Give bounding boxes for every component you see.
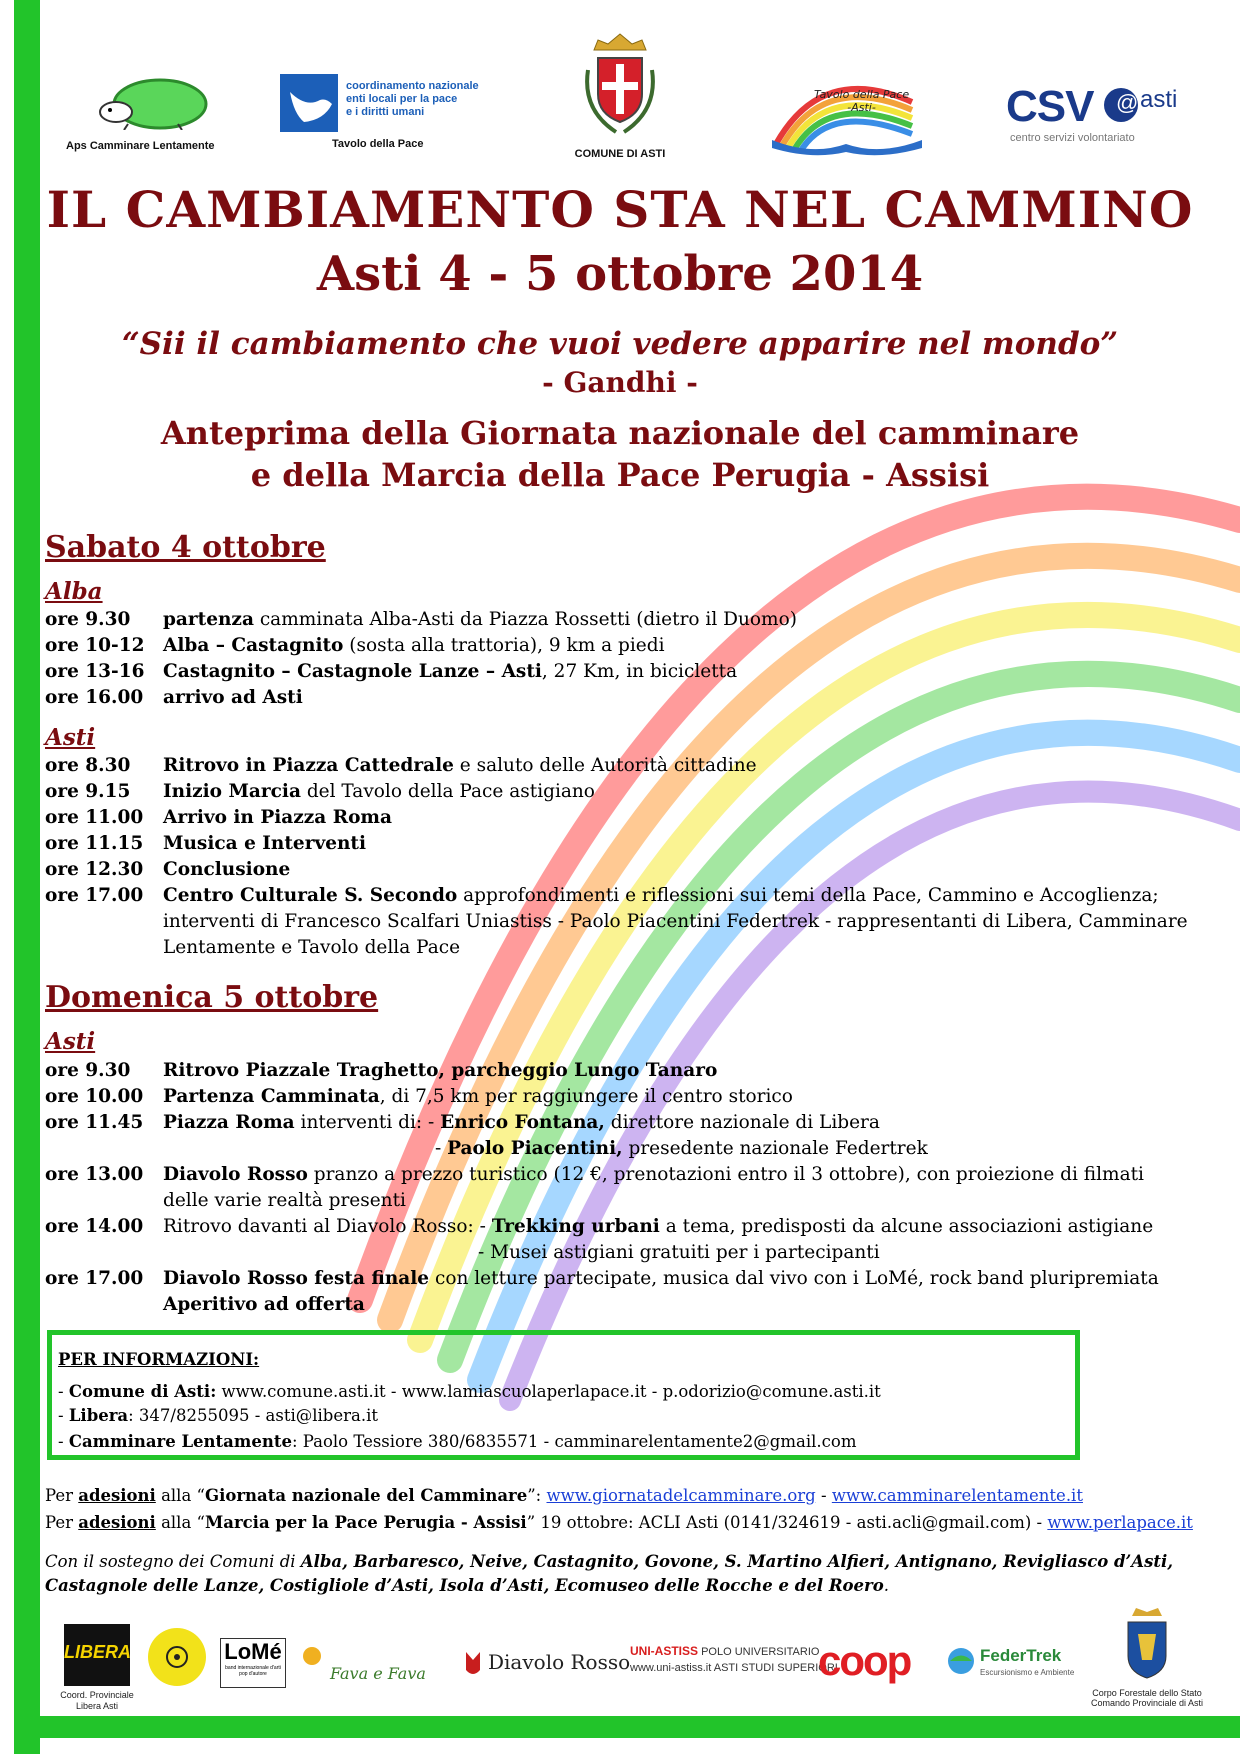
schedule-row: ore 10.00 Partenza Camminata, di 7,5 km per raggiungere il centro storico: [45, 1086, 793, 1107]
schedule-row: ore 13-16 Castagnito – Castagnole Lanze – Asti, 27 Km, in bicicletta: [45, 661, 738, 682]
logo-uni-astiss: UNI-ASTISS POLO UNIVERSITARIO www.uni-astiss.it ASTI STUDI SUPERIORI: [630, 1644, 838, 1674]
logo-corpo-forestale: [1118, 1604, 1176, 1682]
asti-heading-sunday: Asti: [45, 1028, 96, 1055]
schedule-row: ore 11.00 Arrivo in Piazza Roma: [45, 807, 392, 828]
asti-heading-saturday: Asti: [45, 724, 96, 751]
logo-federtrek: FederTrek Escursionismo e Ambiente: [946, 1644, 1076, 1684]
logo-caption: Aps Camminare Lentamente: [66, 140, 215, 152]
schedule-continuation: Aperitivo ad offerta: [163, 1294, 365, 1315]
forestale-caption: Corpo Forestale dello Stato Comando Provinciale di Asti: [1090, 1688, 1204, 1708]
support-line-2: Castagnole delle Lanze, Costigliole d’Asti, Isola d’Asti, Ecomuseo delle Rocche e del Roero.: [45, 1576, 889, 1595]
tavolo-text-3: e i diritti umani: [346, 106, 425, 118]
dove-icon: [280, 74, 338, 132]
logo-caption: Tavolo della Pace: [332, 138, 424, 150]
csv-subtitle: centro servizi volontariato: [1010, 132, 1135, 144]
hedgehog-icon: [88, 72, 208, 130]
adesioni-line-1: Per adesioni alla “Giornata nazionale del Camminare”: www.giornatadelcamminare.org - www.camminarelentamente.it: [45, 1486, 1083, 1505]
fava-icon: [300, 1644, 324, 1668]
forestale-crest-icon: [1118, 1604, 1176, 1682]
logo-fava-e-fava: Fava e Fava: [300, 1640, 430, 1690]
schedule-row: ore 8.30 Ritrovo in Piazza Cattedrale e saluto delle Autorità cittadine: [45, 755, 757, 776]
link-camminare-lentamente[interactable]: www.camminarelentamente.it: [831, 1486, 1083, 1505]
csv-text: CSV: [1006, 82, 1094, 131]
schedule-continuation: delle varie realtà presenti: [163, 1190, 406, 1211]
schedule-row: ore 9.15 Inizio Marcia del Tavolo della Pace astigiano: [45, 781, 595, 802]
schedule-row: ore 14.00 Ritrovo davanti al Diavolo Rosso: - Trekking urbani a tema, predisposti da alcune associazioni astigiane: [45, 1216, 1154, 1237]
info-line: - Comune di Asti: www.comune.asti.it - www.lamiascuolaperlapace.it - p.odorizio@comune.asti.it: [58, 1382, 881, 1401]
info-line: - Camminare Lentamente: Paolo Tessiore 380/6835571 - camminarelentamente2@gmail.com: [58, 1432, 857, 1451]
schedule-row: ore 17.00 Centro Culturale S. Secondo approfondimenti e riflessioni sui temi della Pace, Cammino e Accoglienza;: [45, 885, 1159, 906]
schedule-row: ore 9.30 partenza camminata Alba-Asti da Piazza Rossetti (dietro il Duomo): [45, 609, 797, 630]
logo-csv-asti: CSV @ asti centro servizi volontariato: [1006, 82, 1178, 144]
link-perlapace[interactable]: www.perlapace.it: [1047, 1513, 1193, 1532]
alba-heading: Alba: [45, 578, 103, 605]
support-line-1: Con il sostegno dei Comuni di Alba, Barbaresco, Neive, Castagnito, Govone, S. Martino Alfieri, Antignano, Revigliasco d’Asti,: [45, 1552, 1174, 1571]
adesioni-line-2: Per adesioni alla “Marcia per la Pace Perugia - Assisi” 19 ottobre: ACLI Asti (0141/324619 - asti.acli@gmail.com) - www.perlapace.it: [45, 1513, 1193, 1532]
logo-lome: LoMé band internazionale d'arti pop d'autore: [220, 1638, 286, 1688]
event-dates: Asti 4 - 5 ottobre 2014: [316, 246, 924, 302]
flower-icon: [148, 1628, 206, 1686]
schedule-row: ore 16.00 arrivo ad Asti: [45, 687, 303, 708]
schedule-continuation: - Paolo Piacentini, presedente nazionale Federtrek: [435, 1138, 928, 1159]
preview-line-1: Anteprima della Giornata nazionale del camminare: [160, 414, 1080, 452]
logo-comune-di-asti: [560, 30, 680, 170]
tavolo-text-1: coordinamento nazionale: [346, 80, 479, 92]
logo-yellow-association: [148, 1628, 206, 1686]
logo-coop: coop: [818, 1637, 911, 1684]
info-line: - Libera: 347/8255095 - asti@libera.it: [58, 1406, 379, 1425]
sunday-heading: Domenica 5 ottobre: [45, 980, 379, 1015]
page-title: IL CAMBIAMENTO STA NEL CAMMINO: [46, 180, 1194, 239]
globe-icon: [946, 1646, 976, 1676]
schedule-continuation: Lentamente e Tavolo della Pace: [163, 937, 461, 958]
bottom-green-border: [14, 1716, 1240, 1738]
info-heading: PER INFORMAZIONI:: [58, 1350, 260, 1369]
coat-of-arms-icon: [580, 30, 660, 140]
logo-tavolo-della-pace: [280, 72, 490, 162]
link-giornata-camminare[interactable]: www.giornatadelcamminare.org: [546, 1486, 816, 1505]
schedule-row: ore 9.30 Ritrovo Piazzale Traghetto, parcheggio Lungo Tanaro: [45, 1060, 718, 1081]
schedule-row: ore 13.00 Diavolo Rosso pranzo a prezzo turistico (12 €, prenotazioni entro il 3 ottobre), con proiezione di filmati: [45, 1164, 1144, 1185]
schedule-row: ore 11.45 Piazza Roma interventi di: - Enrico Fontana, direttore nazionale di Libera: [45, 1112, 880, 1133]
csv-asti-text: asti: [1140, 86, 1178, 113]
schedule-continuation: - Musei astigiani gratuiti per i partecipanti: [478, 1242, 880, 1263]
devil-icon: [462, 1648, 484, 1678]
logo-tavolo-pace-asti: [762, 60, 932, 156]
libera-caption: Coord. Provinciale Libera Asti: [60, 1690, 134, 1711]
schedule-row: ore 12.30 Conclusione: [45, 859, 291, 880]
rainbow-logo-text-2: -Asti-: [847, 101, 876, 114]
logo-caption: COMUNE DI ASTI: [574, 148, 666, 160]
logo-camminare-lentamente: [66, 72, 226, 162]
logo-diavolo-rosso: Diavolo Rosso: [462, 1644, 612, 1684]
schedule-continuation: interventi di Francesco Scalfari Uniastiss - Paolo Piacentini Federtrek - rappresentanti di Libera, Camminare: [163, 911, 1188, 932]
preview-line-2: e della Marcia della Pace Perugia - Assisi: [250, 456, 990, 494]
quote-author: - Gandhi -: [542, 366, 698, 399]
schedule-row: ore 11.15 Musica e Interventi: [45, 833, 366, 854]
logo-libera: LIBERA: [64, 1624, 130, 1686]
saturday-heading: Sabato 4 ottobre: [45, 530, 326, 565]
rainbow-logo-text-1: Tavolo della Pace: [814, 88, 910, 101]
tavolo-text-2: enti locali per la pace: [346, 93, 458, 105]
gandhi-quote: “Sii il cambiamento che vuoi vedere apparire nel mondo”: [121, 326, 1119, 362]
schedule-row: ore 10-12 Alba – Castagnito (sosta alla trattoria), 9 km a piedi: [45, 635, 665, 656]
schedule-row: ore 17.00 Diavolo Rosso festa finale con letture partecipate, musica dal vivo con i LoMé, rock band pluripremiata: [45, 1268, 1159, 1289]
